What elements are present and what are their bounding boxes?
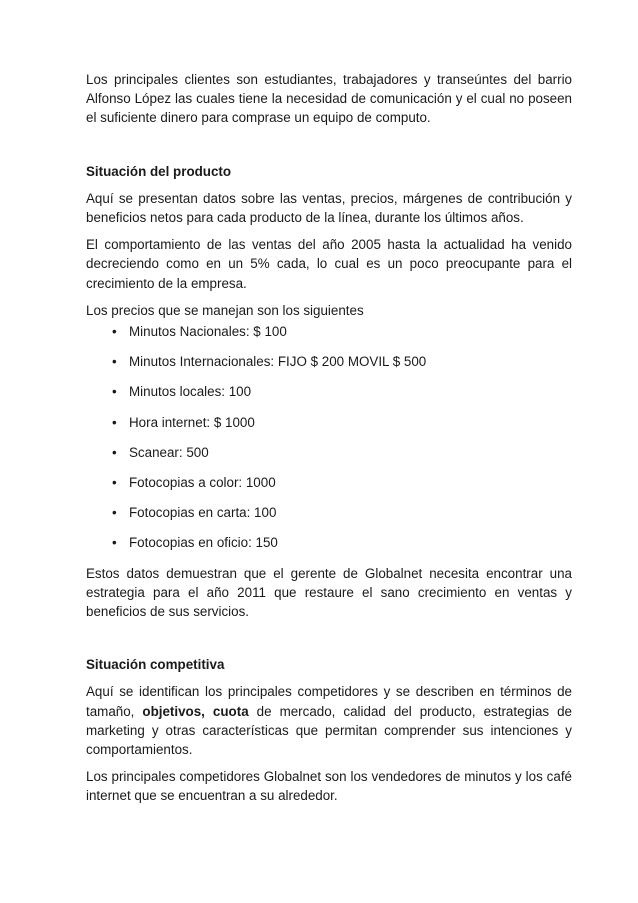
price-list-item: • Scanear: 500 — [86, 443, 572, 473]
product-situation-paragraph-2: El comportamiento de las ventas del año 2005 hasta la actualidad ha venido decreciendo como en un 5% cada, lo cual es un poco preocupante para el crecimiento de la empresa. — [86, 237, 572, 291]
bullet-icon: • — [112, 505, 117, 521]
competitive-situation-heading: Situación competitiva — [86, 657, 225, 673]
bullet-icon: • — [112, 444, 117, 460]
product-situation-paragraph-1: Aquí se presentan datos sobre las ventas, precios, márgenes de contribución y beneficios netos para cada producto de la línea, durante los últimos años. — [86, 190, 572, 226]
product-situation-paragraph-4: Estos datos demuestran que el gerente de Globalnet necesita encontrar una estrategia para el año 2011 que restaure el sano crecimiento en ventas y beneficios de sus servicios. — [86, 565, 572, 619]
price-list — [86, 322, 572, 564]
price-list-item: • Minutos Nacionales: $ 100 — [86, 322, 572, 352]
bullet-icon: • — [112, 535, 117, 551]
intro-paragraph: Los principales clientes son estudiantes, trabajadores y transeúntes del barrio Alfonso López las cuales tiene la necesidad de comunicación y el cual no poseen el suficiente dinero para comprase un equipo de computo. — [86, 72, 572, 126]
competitive-situation-paragraph-1: Aquí se identifican los principales competidores y se describen en términos de tamaño, objetivos, cuota de mercado, calidad del producto, estrategias de marketing y otras características que permitan comprender sus intenciones y comportamientos. — [86, 684, 572, 757]
bullet-icon: • — [112, 414, 117, 430]
price-list-item: • Fotocopias a color: 1000 — [86, 473, 572, 503]
bullet-icon: • — [112, 324, 117, 340]
product-situation-heading: Situación del producto — [86, 163, 232, 179]
price-list-item: • Minutos Internacionales: FIJO $ 200 MOVIL $ 500 — [86, 352, 572, 382]
price-list-item: • Minutos locales: 100 — [86, 382, 572, 412]
price-list-item: • Fotocopias en oficio: 150 — [86, 533, 572, 563]
price-list-item: • Hora internet: $ 1000 — [86, 413, 572, 443]
bullet-icon: • — [112, 474, 117, 490]
bold-terms: objetivos, cuota — [142, 703, 249, 719]
competitive-situation-paragraph-2: Los principales competidores Globalnet son los vendedores de minutos y los café internet que se encuentran a su alrededor. — [86, 769, 572, 804]
bullet-icon: • — [112, 384, 117, 400]
bullet-icon: • — [112, 354, 117, 370]
product-situation-paragraph-3: Los precios que se manejan son los siguientes — [86, 302, 364, 318]
price-list-item: • Fotocopias en carta: 100 — [86, 503, 572, 533]
